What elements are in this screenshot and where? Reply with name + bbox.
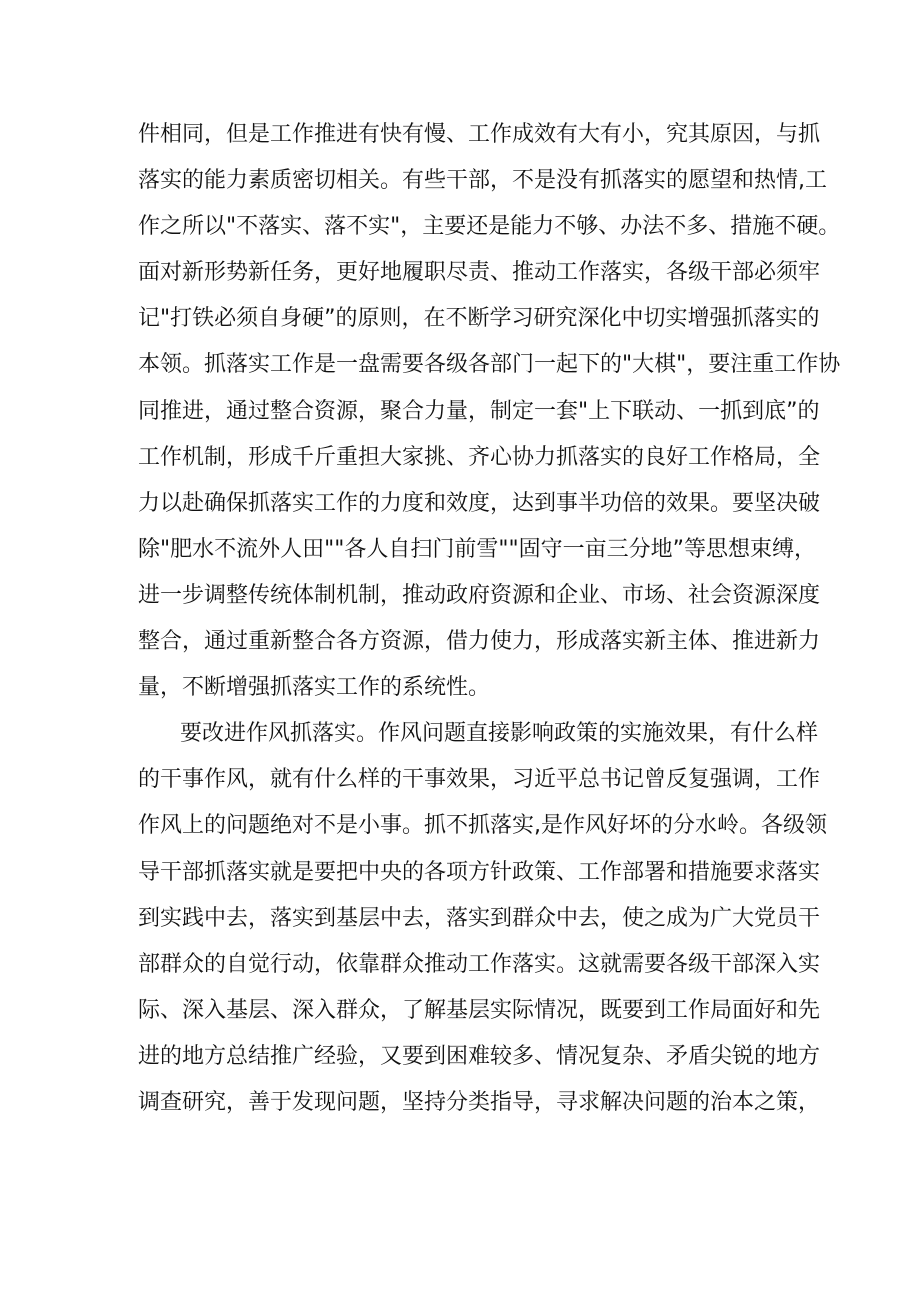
paragraph-2-line: 到实践中去，落实到基层中去，落实到群众中去，使之成为广大党员干 <box>138 905 821 931</box>
paragraph-1-line: 落实的能力素质密切相关。有些干部，不是没有抓落实的愿望和热情,工 <box>138 168 827 194</box>
paragraph-1-line: 进一步调整传统体制机制，推动政府资源和企业、市场、社会资源深度 <box>138 582 821 608</box>
paragraph-2-line: 际、深入基层、深入群众，了解基层实际情况，既要到工作局面好和先 <box>138 997 821 1023</box>
paragraph-2-line: 导干部抓落实就是要把中央的各项方针政策、工作部署和措施要求落实 <box>138 859 821 885</box>
paragraph-1-line: 作之所以"不落实、落不实"，主要还是能力不够、办法不多、措施不硬。 <box>138 214 841 240</box>
paragraph-1-line: 工作机制，形成千斤重担大家挑、齐心协力抓落实的良好工作格局，全 <box>138 444 821 470</box>
paragraph-1-line: 件相同，但是工作推进有快有慢、工作成效有大有小，究其原因，与抓 <box>138 122 821 147</box>
document-body <box>138 112 841 1126</box>
paragraph-2-line: 要改进作风抓落实。作风问题直接影响政策的实施效果，有什么样 <box>180 721 819 747</box>
paragraph-1-line: 同推进，通过整合资源，聚合力量，制定一套"上下联动、一抓到底”的 <box>138 398 820 424</box>
paragraph-1-line: 除"肥水不流外人田""各人自扫门前雪""固守一亩三分地”等思想束缚， <box>138 536 816 562</box>
paragraph-1-line: 面对新形势新任务，更好地履职尽责、推动工作落实，各级干部必须牢 <box>138 260 821 286</box>
paragraph-2 <box>138 711 827 1126</box>
paragraph-1-line: 整合，通过重新整合各方资源，借力使力，形成落实新主体、推进新力 <box>138 629 821 655</box>
paragraph-2-line: 的干事作风，就有什么样的干事效果，习近平总书记曾反复强调，工作 <box>138 767 821 793</box>
paragraph-1-line: 本领。抓落实工作是一盘需要各级各部门一起下的"大棋"，要注重工作协 <box>138 352 841 378</box>
paragraph-2-line: 部群众的自觉行动，依靠群众推动工作落实。这就需要各级干部深入实 <box>138 951 821 977</box>
paragraph-1-line: 量，不断增强抓落实工作的系统性。 <box>138 675 491 701</box>
paragraph-1-line: 力以赴确保抓落实工作的力度和效度，达到事半功倍的效果。要坚决破 <box>138 490 821 516</box>
paragraph-1 <box>138 112 841 711</box>
paragraph-1-line: 记"打铁必须自身硬”的原则，在不断学习研究深化中切实增强抓落实的 <box>138 306 820 332</box>
paragraph-2-line: 调查研究，善于发现问题，坚持分类指导，寻求解决问题的治本之策， <box>138 1089 821 1115</box>
paragraph-2-line: 进的地方总结推广经验，又要到困难较多、情况复杂、矛盾尖锐的地方 <box>138 1043 821 1069</box>
paragraph-2-line: 作风上的问题绝对不是小事。抓不抓落实,是作风好坏的分水岭。各级领 <box>138 813 827 839</box>
